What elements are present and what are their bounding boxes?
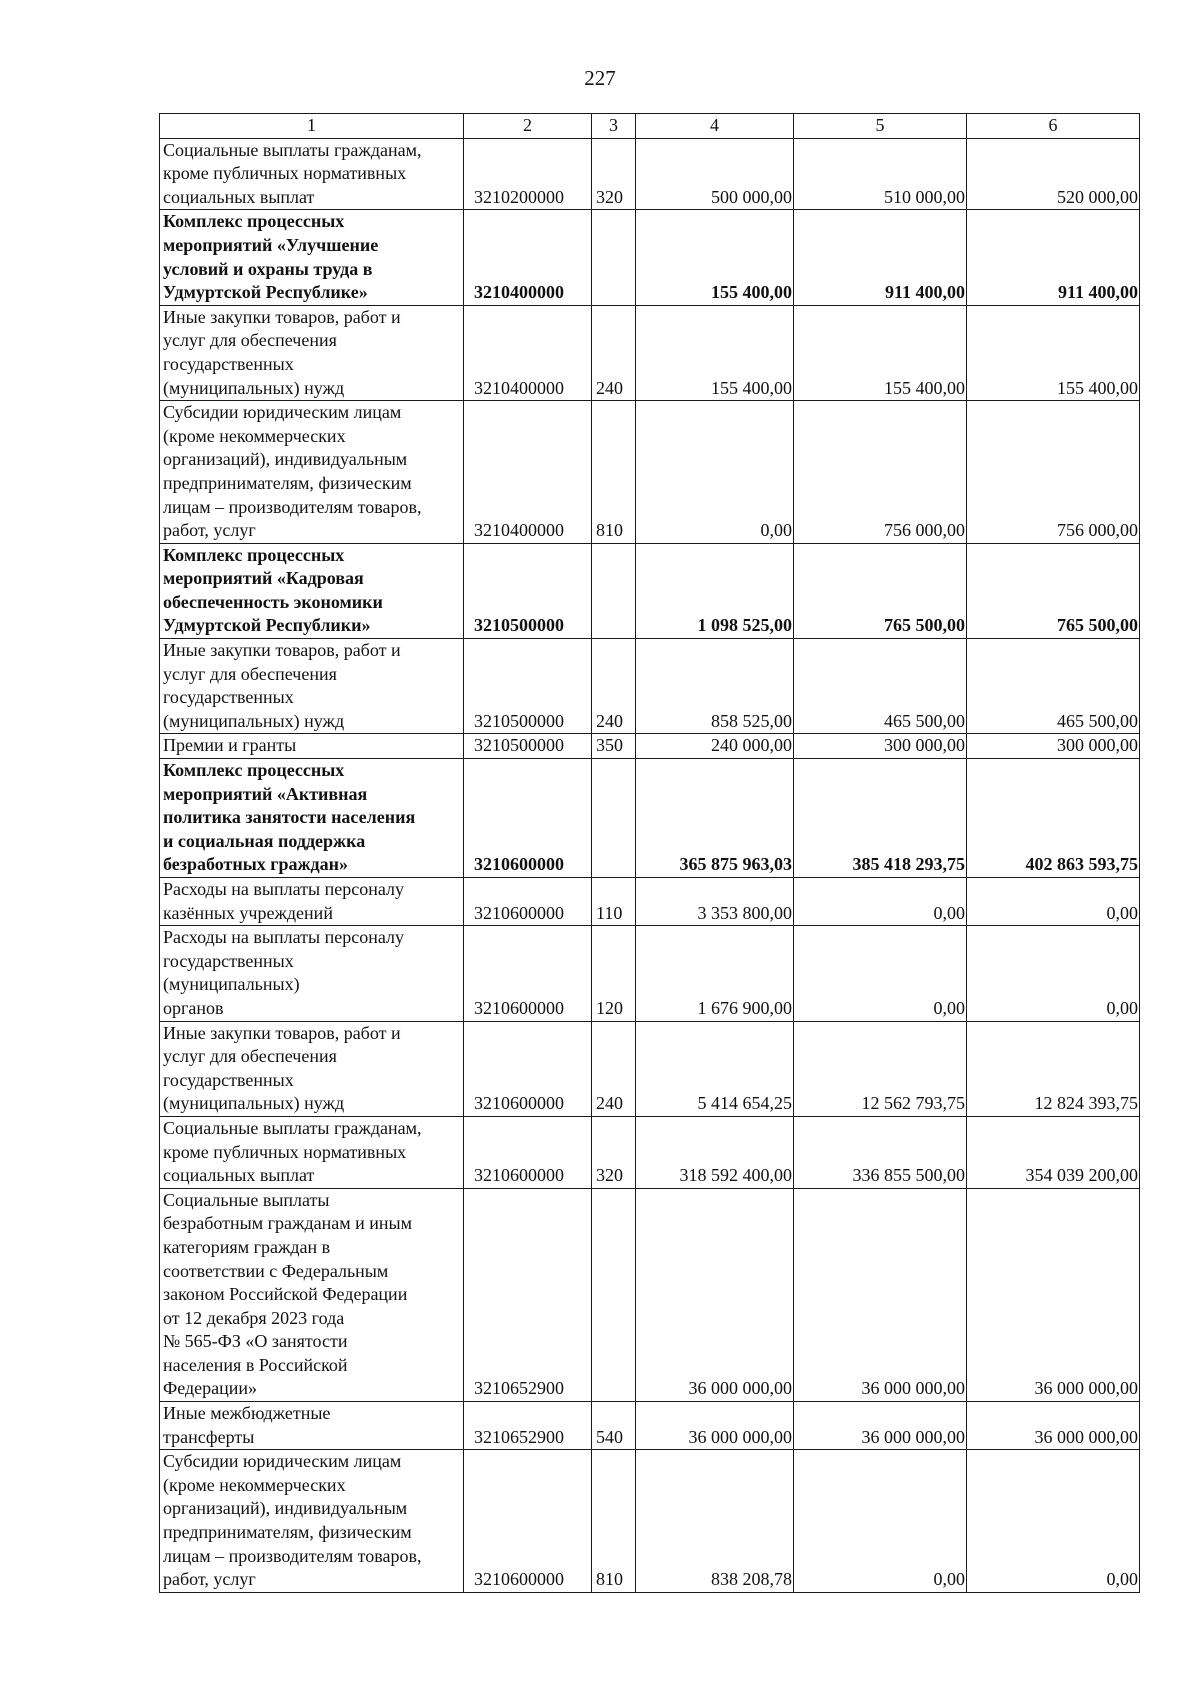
row-value-col4-cell: 155 400,00 xyxy=(636,210,794,305)
row-value-col5-cell: 36 000 000,00 xyxy=(794,1402,967,1450)
table-row xyxy=(160,1402,1140,1450)
row-value-col4-cell: 155 400,00 xyxy=(636,305,794,400)
row-value-col4-cell: 3 353 800,00 xyxy=(636,878,794,926)
row-name-cell: Субсидии юридическим лицам (кроме некоммерческих организаций), индивидуальным предпринимателям, физическим лицам – производителям товаров, работ, услуг xyxy=(160,401,464,544)
row-value-col6-cell: 520 000,00 xyxy=(967,138,1140,210)
row-code-cell: 3210600000 xyxy=(464,759,592,878)
row-name-cell: Субсидии юридическим лицам (кроме некоммерческих организаций), индивидуальным предпринимателям, физическим лицам – производителям товаров, работ, услуг xyxy=(160,1450,464,1593)
row-value-col6-cell: 36 000 000,00 xyxy=(967,1188,1140,1401)
row-value-col5-cell: 385 418 293,75 xyxy=(794,759,967,878)
row-code-cell: 3210500000 xyxy=(464,639,592,734)
row-name-cell: Иные закупки товаров, работ и услуг для обеспечения государственных (муниципальных) нужд xyxy=(160,1021,464,1116)
row-kind-cell: 240 xyxy=(592,639,636,734)
row-value-col6-cell: 765 500,00 xyxy=(967,543,1140,638)
row-kind-cell xyxy=(592,543,636,638)
row-name-cell: Расходы на выплаты персоналу государственных (муниципальных) органов xyxy=(160,926,464,1021)
row-name-cell: Расходы на выплаты персоналу казённых учреждений xyxy=(160,878,464,926)
row-kind-cell: 320 xyxy=(592,1116,636,1188)
row-code-cell: 3210600000 xyxy=(464,1021,592,1116)
table-row xyxy=(160,138,1140,210)
row-name-cell: Комплекс процессных мероприятий «Кадровая обеспеченность экономики Удмуртской Республики» xyxy=(160,543,464,638)
row-value-col6-cell: 155 400,00 xyxy=(967,305,1140,400)
row-value-col6-cell: 354 039 200,00 xyxy=(967,1116,1140,1188)
row-value-col4-cell: 36 000 000,00 xyxy=(636,1188,794,1401)
row-kind-cell: 110 xyxy=(592,878,636,926)
table-header-row xyxy=(160,114,1140,139)
row-kind-cell xyxy=(592,210,636,305)
row-value-col4-cell: 1 676 900,00 xyxy=(636,926,794,1021)
column-header-5: 5 xyxy=(794,114,967,139)
row-value-col5-cell: 336 855 500,00 xyxy=(794,1116,967,1188)
row-code-cell: 3210500000 xyxy=(464,543,592,638)
table-row xyxy=(160,1021,1140,1116)
row-kind-cell: 240 xyxy=(592,1021,636,1116)
row-value-col5-cell: 765 500,00 xyxy=(794,543,967,638)
row-kind-cell: 120 xyxy=(592,926,636,1021)
row-kind-cell: 320 xyxy=(592,138,636,210)
row-name-cell: Социальные выплаты безработным гражданам и иным категориям граждан в соответствии с Федеральным законом Российской Федерации от 12 декабря 2023 года № 565-ФЗ «О занятости населения в Российской Федерации» xyxy=(160,1188,464,1401)
row-value-col4-cell: 0,00 xyxy=(636,401,794,544)
row-name-cell: Комплекс процессных мероприятий «Активная политика занятости населения и социальная поддержка безработных граждан» xyxy=(160,759,464,878)
row-value-col4-cell: 365 875 963,03 xyxy=(636,759,794,878)
row-name-cell: Социальные выплаты гражданам, кроме публичных нормативных социальных выплат xyxy=(160,1116,464,1188)
row-code-cell: 3210652900 xyxy=(464,1188,592,1401)
row-value-col5-cell: 36 000 000,00 xyxy=(794,1188,967,1401)
row-value-col4-cell: 5 414 654,25 xyxy=(636,1021,794,1116)
column-header-1: 1 xyxy=(160,114,464,139)
page-number: 227 xyxy=(584,66,616,90)
row-value-col6-cell: 0,00 xyxy=(967,1450,1140,1593)
row-name-cell: Социальные выплаты гражданам, кроме публичных нормативных социальных выплат xyxy=(160,138,464,210)
row-kind-cell: 810 xyxy=(592,1450,636,1593)
column-header-3: 3 xyxy=(592,114,636,139)
row-value-col4-cell: 1 098 525,00 xyxy=(636,543,794,638)
row-code-cell: 3210600000 xyxy=(464,1116,592,1188)
row-value-col5-cell: 911 400,00 xyxy=(794,210,967,305)
row-kind-cell: 240 xyxy=(592,305,636,400)
row-name-cell: Комплекс процессных мероприятий «Улучшение условий и охраны труда в Удмуртской Республике» xyxy=(160,210,464,305)
table-row xyxy=(160,759,1140,878)
row-value-col5-cell: 0,00 xyxy=(794,878,967,926)
row-value-col6-cell: 756 000,00 xyxy=(967,401,1140,544)
row-name-cell: Иные закупки товаров, работ и услуг для обеспечения государственных (муниципальных) нужд xyxy=(160,305,464,400)
column-header-2: 2 xyxy=(464,114,592,139)
row-value-col6-cell: 0,00 xyxy=(967,878,1140,926)
table-row xyxy=(160,1116,1140,1188)
table-row xyxy=(160,210,1140,305)
row-value-col5-cell: 0,00 xyxy=(794,926,967,1021)
row-code-cell: 3210600000 xyxy=(464,926,592,1021)
row-name-cell: Иные межбюджетные трансферты xyxy=(160,1402,464,1450)
row-value-col5-cell: 465 500,00 xyxy=(794,639,967,734)
row-value-col6-cell: 12 824 393,75 xyxy=(967,1021,1140,1116)
row-value-col4-cell: 838 208,78 xyxy=(636,1450,794,1593)
row-code-cell: 3210500000 xyxy=(464,734,592,759)
budget-table xyxy=(159,113,1140,1593)
row-code-cell: 3210600000 xyxy=(464,1450,592,1593)
row-value-col5-cell: 0,00 xyxy=(794,1450,967,1593)
row-name-cell: Иные закупки товаров, работ и услуг для обеспечения государственных (муниципальных) нужд xyxy=(160,639,464,734)
table-row xyxy=(160,305,1140,400)
row-value-col4-cell: 500 000,00 xyxy=(636,138,794,210)
row-value-col4-cell: 36 000 000,00 xyxy=(636,1402,794,1450)
row-value-col5-cell: 510 000,00 xyxy=(794,138,967,210)
row-value-col6-cell: 36 000 000,00 xyxy=(967,1402,1140,1450)
row-value-col6-cell: 300 000,00 xyxy=(967,734,1140,759)
row-value-col4-cell: 858 525,00 xyxy=(636,639,794,734)
table-row xyxy=(160,401,1140,544)
column-header-6: 6 xyxy=(967,114,1140,139)
row-code-cell: 3210400000 xyxy=(464,210,592,305)
column-header-4: 4 xyxy=(636,114,794,139)
row-value-col6-cell: 0,00 xyxy=(967,926,1140,1021)
row-kind-cell: 350 xyxy=(592,734,636,759)
row-value-col4-cell: 318 592 400,00 xyxy=(636,1116,794,1188)
row-name-cell: Премии и гранты xyxy=(160,734,464,759)
table-body xyxy=(160,114,1140,1593)
table-row xyxy=(160,734,1140,759)
row-value-col5-cell: 756 000,00 xyxy=(794,401,967,544)
row-value-col5-cell: 12 562 793,75 xyxy=(794,1021,967,1116)
row-code-cell: 3210400000 xyxy=(464,305,592,400)
row-kind-cell xyxy=(592,1188,636,1401)
row-code-cell: 3210600000 xyxy=(464,878,592,926)
row-value-col6-cell: 402 863 593,75 xyxy=(967,759,1140,878)
table-row xyxy=(160,1450,1140,1593)
row-value-col6-cell: 465 500,00 xyxy=(967,639,1140,734)
row-kind-cell: 810 xyxy=(592,401,636,544)
row-kind-cell xyxy=(592,759,636,878)
row-value-col6-cell: 911 400,00 xyxy=(967,210,1140,305)
row-code-cell: 3210652900 xyxy=(464,1402,592,1450)
row-value-col5-cell: 155 400,00 xyxy=(794,305,967,400)
row-code-cell: 3210400000 xyxy=(464,401,592,544)
table-row xyxy=(160,639,1140,734)
row-value-col5-cell: 300 000,00 xyxy=(794,734,967,759)
row-kind-cell: 540 xyxy=(592,1402,636,1450)
table-row xyxy=(160,543,1140,638)
table-row xyxy=(160,1188,1140,1401)
row-value-col4-cell: 240 000,00 xyxy=(636,734,794,759)
row-code-cell: 3210200000 xyxy=(464,138,592,210)
table-row xyxy=(160,878,1140,926)
table-row xyxy=(160,926,1140,1021)
